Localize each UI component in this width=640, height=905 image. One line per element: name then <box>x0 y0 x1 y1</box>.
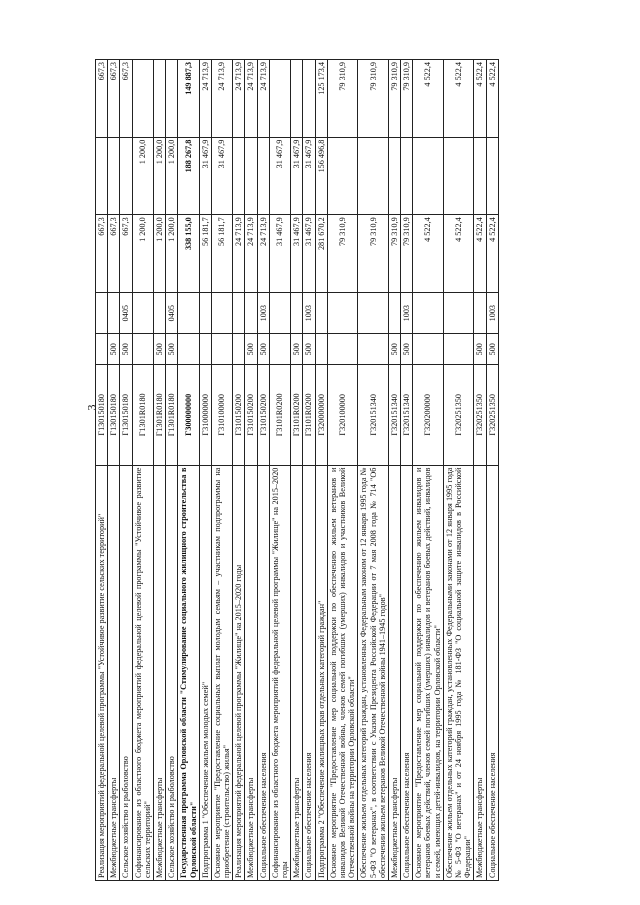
row-amount-total: 281 670,2 <box>315 215 327 293</box>
row-amount-federal: 79 310,9 <box>401 60 413 138</box>
row-expense-type: 500 <box>388 334 400 365</box>
row-code: Г130150180 <box>108 365 120 466</box>
row-amount-total: 79 310,9 <box>327 215 358 293</box>
row-expense-type: 500 <box>153 334 165 365</box>
row-amount-federal: 667,3 <box>120 60 132 138</box>
row-amount-federal: 4 522,4 <box>443 60 474 138</box>
table-row <box>327 60 358 881</box>
row-amount-total: 4 522,4 <box>486 215 498 293</box>
table-row <box>120 60 132 881</box>
row-expense-type: 500 <box>166 334 178 365</box>
table-row <box>401 60 413 881</box>
row-code: Г320251350 <box>474 365 486 466</box>
row-name: Основное мероприятие "Предоставление мер социальной поддержки по обеспечению жильем ветеранов и инвалидов Великой Отечественной войны, членов семей погибших (умерших) инвалидов и участников Великой Отечественной войны на территории Орловской области" <box>327 465 358 880</box>
row-name: Подпрограмма 1 "Обеспечение жильем молодых семей" <box>199 465 211 880</box>
row-code: Г310000000 <box>199 365 211 466</box>
row-name: Межбюджетные трансферты <box>153 465 165 880</box>
row-name: Социальное обеспечение населения <box>257 465 269 880</box>
table-row <box>132 60 153 881</box>
table-row <box>153 60 165 881</box>
row-code: Г130150180 <box>96 365 108 466</box>
table-row <box>211 60 232 881</box>
row-amount-total: 79 310,9 <box>401 215 413 293</box>
row-code: Г130150180 <box>120 365 132 466</box>
row-name: Софинансирование из областного бюджета мероприятий федеральной целевой программы "Жилище" на 2015–2020 годы <box>269 465 290 880</box>
row-amount-regional: 31 467,9 <box>269 137 290 215</box>
row-expense-type <box>269 334 290 365</box>
rotated-page <box>95 59 565 881</box>
row-section-code: 0405 <box>120 292 132 334</box>
row-amount-regional: 156 496,8 <box>315 137 327 215</box>
table-row <box>245 60 257 881</box>
row-name: Социальное обеспечение населения <box>486 465 498 880</box>
row-amount-federal: 4 522,4 <box>486 60 498 138</box>
row-section-code <box>153 292 165 334</box>
row-code: Г320100000 <box>327 365 358 466</box>
row-amount-total: 79 310,9 <box>388 215 400 293</box>
row-amount-federal <box>153 60 165 138</box>
row-code: Г320200000 <box>413 365 444 466</box>
row-name: Обеспечение жильем отдельных категорий граждан, установленных Федеральными законами от 12 января 1995 года № 5-ФЗ "О ветеранах" и от 24 ноября 1995 года № 181-ФЗ "О социальной защите инвалидов в Российской Федерации" <box>443 465 474 880</box>
row-section-code <box>199 292 211 334</box>
budget-table-body <box>96 60 499 881</box>
row-code: Г1301R0180 <box>166 365 178 466</box>
row-section-code: 1003 <box>401 292 413 334</box>
row-expense-type <box>358 334 389 365</box>
row-amount-regional <box>388 137 400 215</box>
table-row <box>96 60 108 881</box>
row-amount-federal: 24 713,9 <box>245 60 257 138</box>
row-section-code <box>132 292 153 334</box>
row-amount-regional: 1 200,0 <box>166 137 178 215</box>
row-name: Межбюджетные трансферты <box>108 465 120 880</box>
row-amount-total: 1 200,0 <box>132 215 153 293</box>
row-amount-total: 56 181,7 <box>199 215 211 293</box>
row-code: Г300000000 <box>178 365 199 466</box>
row-amount-regional <box>233 137 245 215</box>
row-code: Г320251350 <box>443 365 474 466</box>
row-amount-federal: 79 310,9 <box>327 60 358 138</box>
row-amount-total: 1 200,0 <box>166 215 178 293</box>
row-code: Г310100000 <box>211 365 232 466</box>
row-amount-regional <box>474 137 486 215</box>
row-amount-federal <box>132 60 153 138</box>
row-amount-federal: 24 713,9 <box>233 60 245 138</box>
row-section-code <box>211 292 232 334</box>
row-name: Государственная программа Орловской области "Стимулирование социального жилищного строительства в Орловской области" <box>178 465 199 880</box>
row-amount-federal: 667,3 <box>96 60 108 138</box>
row-expense-type: 500 <box>291 334 303 365</box>
table-row <box>257 60 269 881</box>
row-code: Г3101R0200 <box>303 365 315 466</box>
table-row <box>108 60 120 881</box>
row-expense-type <box>96 334 108 365</box>
row-code: Г310150200 <box>257 365 269 466</box>
row-amount-regional <box>486 137 498 215</box>
row-code: Г3101R0200 <box>291 365 303 466</box>
row-name: Социальное обеспечение населения <box>401 465 413 880</box>
page-number: 3 <box>84 404 99 411</box>
row-amount-federal: 4 522,4 <box>474 60 486 138</box>
row-amount-federal <box>166 60 178 138</box>
row-amount-total: 4 522,4 <box>443 215 474 293</box>
table-row <box>388 60 400 881</box>
row-expense-type <box>315 334 327 365</box>
row-expense-type: 500 <box>108 334 120 365</box>
row-code: Г1301R0180 <box>132 365 153 466</box>
row-expense-type <box>443 334 474 365</box>
row-section-code <box>315 292 327 334</box>
row-section-code <box>388 292 400 334</box>
row-expense-type: 500 <box>401 334 413 365</box>
row-section-code <box>269 292 290 334</box>
row-amount-regional <box>96 137 108 215</box>
row-amount-regional <box>245 137 257 215</box>
row-amount-regional: 188 267,8 <box>178 137 199 215</box>
row-amount-federal: 24 713,9 <box>211 60 232 138</box>
row-section-code <box>474 292 486 334</box>
table-row <box>358 60 389 881</box>
row-amount-regional: 1 200,0 <box>153 137 165 215</box>
row-expense-type <box>413 334 444 365</box>
row-amount-regional <box>358 137 389 215</box>
row-expense-type: 500 <box>245 334 257 365</box>
row-name: Основное мероприятие "Предоставление социальных выплат молодым семьям – участникам подпрограммы на приобретение (строительство) жилья" <box>211 465 232 880</box>
row-amount-federal: 149 887,3 <box>178 60 199 138</box>
budget-table <box>95 59 499 881</box>
table-row <box>166 60 178 881</box>
table-row <box>486 60 498 881</box>
row-amount-total: 24 713,9 <box>245 215 257 293</box>
row-amount-total: 667,3 <box>96 215 108 293</box>
row-expense-type <box>327 334 358 365</box>
row-section-code <box>108 292 120 334</box>
row-expense-type: 500 <box>257 334 269 365</box>
row-amount-federal: 667,3 <box>108 60 120 138</box>
row-expense-type: 500 <box>474 334 486 365</box>
row-section-code <box>358 292 389 334</box>
row-amount-total: 1 200,0 <box>153 215 165 293</box>
row-name: Обеспечение жильем отдельных категорий граждан, установленных Федеральным законом от 12 января 1995 года № 5-ФЗ "О ветеранах", в соответствии с Указом Президента Российской Федерации от 7 мая 2008 года № 714 "Об обеспечении жильем ветеранов Великой Отечественной войны 1941–1945 годов" <box>358 465 389 880</box>
row-name: Реализация мероприятий федеральной целевой программы "Жилище" на 2015–2020 годы <box>233 465 245 880</box>
row-section-code: 1003 <box>257 292 269 334</box>
row-amount-total: 4 522,4 <box>413 215 444 293</box>
row-name: Софинансирование из областного бюджета мероприятий федеральной целевой программы "Устойчивое развитие сельских территорий" <box>132 465 153 880</box>
row-section-code: 1003 <box>303 292 315 334</box>
row-amount-total: 31 467,9 <box>303 215 315 293</box>
row-section-code <box>413 292 444 334</box>
table-row <box>303 60 315 881</box>
row-amount-regional: 31 467,9 <box>291 137 303 215</box>
row-amount-regional: 31 467,9 <box>211 137 232 215</box>
row-amount-regional: 31 467,9 <box>303 137 315 215</box>
row-section-code <box>233 292 245 334</box>
row-section-code: 1003 <box>486 292 498 334</box>
table-row <box>269 60 290 881</box>
row-code: Г320000000 <box>315 365 327 466</box>
row-amount-total: 4 522,4 <box>474 215 486 293</box>
row-expense-type <box>178 334 199 365</box>
row-amount-federal: 24 713,9 <box>199 60 211 138</box>
row-expense-type <box>233 334 245 365</box>
row-amount-total: 56 181,7 <box>211 215 232 293</box>
row-code: Г320151340 <box>401 365 413 466</box>
row-section-code <box>327 292 358 334</box>
table-row <box>413 60 444 881</box>
row-section-code <box>443 292 474 334</box>
row-amount-total: 338 155,0 <box>178 215 199 293</box>
table-row <box>199 60 211 881</box>
row-amount-total: 31 467,9 <box>291 215 303 293</box>
row-code: Г320151340 <box>388 365 400 466</box>
row-amount-federal <box>269 60 290 138</box>
row-code: Г320151340 <box>358 365 389 466</box>
table-row <box>291 60 303 881</box>
row-amount-federal <box>303 60 315 138</box>
row-name: Социальное обеспечение населения <box>303 465 315 880</box>
table-row <box>178 60 199 881</box>
row-amount-federal: 24 713,9 <box>257 60 269 138</box>
row-amount-total: 24 713,9 <box>233 215 245 293</box>
row-name: Сельское хозяйство и рыболовство <box>120 465 132 880</box>
row-amount-total: 24 713,9 <box>257 215 269 293</box>
row-name: Основное мероприятие "Предоставление мер социальной поддержки по обеспечению жильем инвалидов и ветеранов боевых действий, членов семей погибших (умерших) инвалидов и ветеранов боевых действий, инвалидов и семей, имеющих детей-инвалидов, на территории Орловской области" <box>413 465 444 880</box>
row-amount-total: 79 310,9 <box>358 215 389 293</box>
row-expense-type <box>199 334 211 365</box>
row-name: Межбюджетные трансферты <box>291 465 303 880</box>
row-section-code <box>245 292 257 334</box>
row-amount-federal: 79 310,9 <box>388 60 400 138</box>
row-section-code <box>291 292 303 334</box>
row-amount-regional <box>413 137 444 215</box>
row-name: Реализация мероприятий федеральной целевой программы "Устойчивое развитие сельских территорий" <box>96 465 108 880</box>
row-amount-federal: 125 173,4 <box>315 60 327 138</box>
row-name: Межбюджетные трансферты <box>245 465 257 880</box>
row-code: Г310150200 <box>245 365 257 466</box>
row-amount-regional <box>401 137 413 215</box>
row-section-code <box>96 292 108 334</box>
row-expense-type: 500 <box>120 334 132 365</box>
row-section-code: 0405 <box>166 292 178 334</box>
row-amount-regional <box>443 137 474 215</box>
row-name: Межбюджетные трансферты <box>388 465 400 880</box>
row-amount-total: 667,3 <box>120 215 132 293</box>
row-amount-federal: 79 310,9 <box>358 60 389 138</box>
row-expense-type <box>132 334 153 365</box>
row-name: Подпрограмма 2 "Обеспечение жилищных прав отдельных категорий граждан" <box>315 465 327 880</box>
row-amount-federal <box>291 60 303 138</box>
row-name: Межбюджетные трансферты <box>474 465 486 880</box>
row-code: Г320251350 <box>486 365 498 466</box>
row-section-code <box>178 292 199 334</box>
row-amount-regional <box>257 137 269 215</box>
row-code: Г1301R0180 <box>153 365 165 466</box>
row-amount-regional <box>327 137 358 215</box>
row-amount-regional: 1 200,0 <box>132 137 153 215</box>
row-amount-total: 667,3 <box>108 215 120 293</box>
table-row <box>443 60 474 881</box>
row-code: Г310150200 <box>233 365 245 466</box>
row-amount-federal: 4 522,4 <box>413 60 444 138</box>
row-amount-total: 31 467,9 <box>269 215 290 293</box>
row-code: Г3101R0200 <box>269 365 290 466</box>
row-amount-regional <box>108 137 120 215</box>
row-name: Сельское хозяйство и рыболовство <box>166 465 178 880</box>
table-row <box>315 60 327 881</box>
row-expense-type <box>211 334 232 365</box>
row-amount-regional <box>120 137 132 215</box>
row-expense-type: 500 <box>486 334 498 365</box>
row-expense-type: 500 <box>303 334 315 365</box>
row-amount-regional: 31 467,9 <box>199 137 211 215</box>
table-row <box>233 60 245 881</box>
table-row <box>474 60 486 881</box>
